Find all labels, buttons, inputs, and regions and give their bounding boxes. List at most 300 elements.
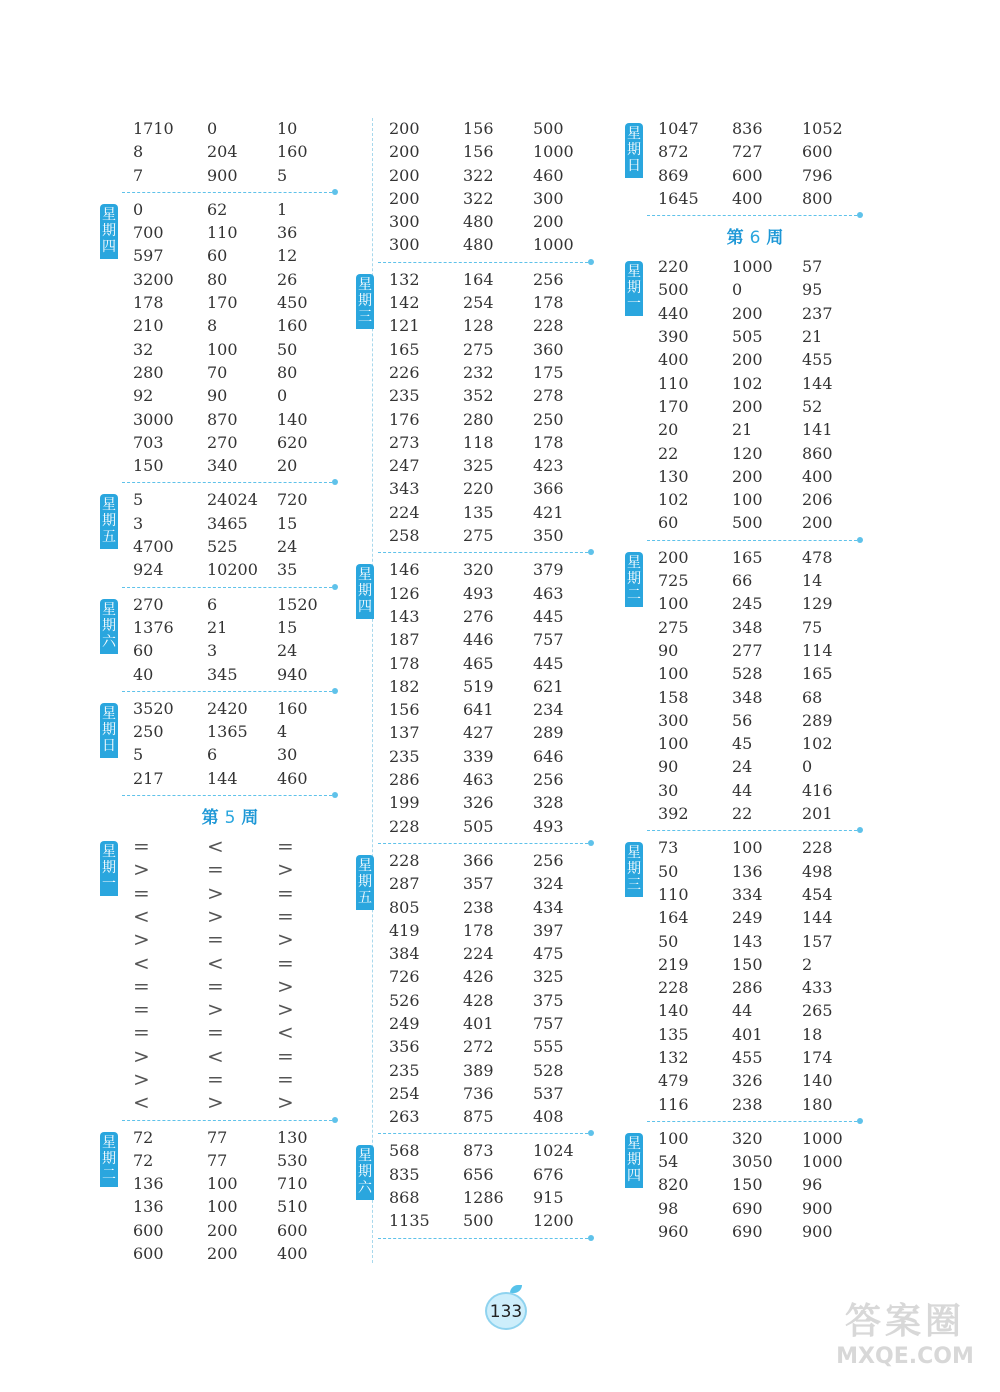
- answer-cell: 100: [732, 490, 763, 510]
- answer-row: [133, 952, 340, 975]
- answer-row: [658, 511, 865, 534]
- day-tab: 星 期 一: [100, 841, 118, 896]
- day-section: [100, 835, 340, 1115]
- answer-cell: 156: [389, 700, 420, 720]
- answer-cell: 1710: [133, 119, 174, 138]
- answer-row: [133, 431, 340, 454]
- answer-cell: 389: [463, 1060, 494, 1080]
- answer-row: [658, 325, 865, 348]
- answer-cell: 322: [463, 165, 494, 185]
- answer-cell: 228: [533, 316, 564, 336]
- answer-cell: 1135: [389, 1211, 430, 1231]
- answer-row: [658, 465, 865, 488]
- answer-cell: 200: [658, 547, 689, 567]
- answer-row: [389, 768, 596, 791]
- answer-cell: 505: [732, 327, 763, 347]
- day-section: [625, 255, 865, 535]
- answer-cell: 228: [389, 816, 420, 836]
- answer-cell: 1376: [133, 617, 174, 637]
- week-heading-prefix: 第: [726, 228, 744, 249]
- answer-cell: 493: [533, 816, 564, 836]
- answer-row: [658, 164, 865, 187]
- answer-row: [133, 314, 340, 337]
- answer-cell: 144: [802, 908, 833, 928]
- answer-row: [658, 1197, 865, 1220]
- answer-cell: 455: [732, 1047, 763, 1067]
- answer-cell: 400: [802, 466, 833, 486]
- answer-cell: 434: [533, 897, 564, 917]
- answer-cell: 4: [277, 722, 288, 742]
- answer-cell: 275: [658, 617, 689, 637]
- answer-cell: 56: [732, 710, 753, 730]
- day-tab: 星 期 一: [625, 261, 643, 316]
- answer-cell: 1200: [533, 1211, 574, 1231]
- day-section: [625, 836, 865, 1116]
- day-tab: 星 期 五: [356, 855, 374, 910]
- day-section: [100, 117, 340, 187]
- answer-cell: 366: [533, 479, 564, 499]
- answer-cell: 1047: [658, 119, 699, 138]
- answer-cell: 150: [732, 1175, 763, 1195]
- watermark-url: MXQE.COM: [836, 1344, 974, 1369]
- answer-cell: 757: [533, 1013, 564, 1033]
- answer-cell: >: [133, 927, 150, 952]
- answer-row: [658, 860, 865, 883]
- answer-cell: =: [133, 997, 150, 1022]
- answer-cell: 479: [658, 1071, 689, 1091]
- answer-row: [658, 639, 865, 662]
- answer-cell: 254: [389, 1083, 420, 1103]
- week-heading: [100, 801, 340, 835]
- answer-cell: 1052: [802, 119, 843, 138]
- answer-cell: 475: [533, 944, 564, 964]
- answer-row: [133, 905, 340, 928]
- day-tab: 星 期 日: [625, 123, 643, 178]
- answer-cell: 60: [658, 513, 679, 533]
- answer-cell: 21: [207, 617, 228, 637]
- day-tab: 星 期 日: [100, 703, 118, 758]
- day-tab: 星 期 六: [356, 1145, 374, 1200]
- answer-cell: 140: [658, 1001, 689, 1021]
- answer-cell: 900: [802, 1222, 833, 1242]
- answer-cell: 220: [658, 257, 689, 277]
- answer-cell: 52: [802, 396, 823, 416]
- answer-row: [389, 501, 596, 524]
- answer-cell: 247: [389, 456, 420, 476]
- answer-cell: 24: [277, 641, 298, 661]
- answer-cell: 1000: [732, 257, 773, 277]
- answer-cell: 176: [389, 409, 420, 429]
- answer-row: [658, 732, 865, 755]
- answer-cell: 238: [732, 1094, 763, 1114]
- answer-row: [389, 117, 596, 140]
- answer-cell: 460: [277, 768, 308, 788]
- answer-row: [389, 268, 596, 291]
- answer-cell: 0: [802, 757, 813, 777]
- answer-row: [658, 592, 865, 615]
- answer-cell: 379: [533, 560, 564, 580]
- answer-cell: 0: [207, 119, 218, 138]
- answer-cell: <: [207, 1043, 224, 1068]
- answer-cell: 8: [133, 142, 144, 162]
- answer-cell: 480: [463, 212, 494, 232]
- answer-cell: 445: [533, 606, 564, 626]
- answer-cell: 1000: [533, 235, 574, 255]
- answer-row: [658, 755, 865, 778]
- answer-row: [133, 244, 340, 267]
- answer-cell: 500: [533, 119, 564, 138]
- answer-cell: 102: [802, 734, 833, 754]
- answer-row: [133, 975, 340, 998]
- answer-cell: 254: [463, 293, 494, 313]
- answer-cell: 5: [133, 745, 144, 765]
- answer-cell: 156: [463, 119, 494, 138]
- answer-cell: 22: [658, 443, 679, 463]
- day-section: [625, 546, 865, 826]
- answer-cell: 256: [533, 770, 564, 790]
- answer-cell: 530: [277, 1150, 308, 1170]
- answer-row: [658, 906, 865, 929]
- answer-row: [658, 117, 865, 140]
- answer-row: [133, 616, 340, 639]
- answer-cell: 400: [732, 188, 763, 208]
- answer-cell: 200: [389, 142, 420, 162]
- answer-cell: 14: [802, 571, 823, 591]
- answer-cell: 300: [389, 235, 420, 255]
- answer-cell: 210: [133, 316, 164, 336]
- answer-cell: 164: [658, 908, 689, 928]
- week-heading-num: 5: [224, 808, 236, 829]
- week-heading-prefix: 第: [201, 808, 219, 829]
- answer-cell: 60: [207, 246, 228, 266]
- answer-cell: 130: [658, 466, 689, 486]
- answer-row: [658, 1023, 865, 1046]
- answer-row: [658, 709, 865, 732]
- day-tab: 星 期 二: [100, 1132, 118, 1187]
- answer-cell: 960: [658, 1222, 689, 1242]
- answer-cell: 900: [207, 165, 238, 185]
- answer-cell: 21: [732, 420, 753, 440]
- answer-cell: 656: [463, 1164, 494, 1184]
- answer-row: [133, 1242, 340, 1265]
- answer-cell: 7: [133, 165, 144, 185]
- answer-cell: >: [207, 997, 224, 1022]
- answer-cell: =: [207, 927, 224, 952]
- answer-cell: 3200: [133, 269, 174, 289]
- answer-row: [389, 628, 596, 651]
- answer-cell: 30: [658, 780, 679, 800]
- answer-cell: 95: [802, 280, 823, 300]
- answer-cell: 100: [658, 1128, 689, 1148]
- week-heading: [625, 221, 865, 255]
- answer-row: [389, 140, 596, 163]
- answer-cell: 537: [533, 1083, 564, 1103]
- answer-cell: 10: [277, 119, 298, 138]
- answer-cell: 526: [389, 990, 420, 1010]
- section-divider: [647, 540, 857, 541]
- answer-cell: 144: [802, 373, 833, 393]
- answer-cell: 915: [533, 1188, 564, 1208]
- answer-row: [389, 896, 596, 919]
- answer-cell: 150: [133, 456, 164, 476]
- answer-cell: 110: [207, 223, 238, 243]
- answer-cell: 500: [658, 280, 689, 300]
- answer-row: [133, 164, 340, 187]
- answer-cell: >: [277, 973, 294, 998]
- answer-cell: 200: [389, 165, 420, 185]
- answer-cell: 286: [732, 978, 763, 998]
- answer-cell: 375: [533, 990, 564, 1010]
- answer-cell: 15: [277, 617, 298, 637]
- answer-cell: 339: [463, 746, 494, 766]
- answer-row: [133, 361, 340, 384]
- day-tab: 星 期 四: [625, 1133, 643, 1188]
- answer-row: [133, 1149, 340, 1172]
- answer-cell: 129: [802, 594, 833, 614]
- answer-cell: 300: [533, 188, 564, 208]
- answer-row: [658, 278, 865, 301]
- answer-cell: 235: [389, 386, 420, 406]
- answer-row: [658, 930, 865, 953]
- answer-cell: 326: [463, 793, 494, 813]
- answer-row: [389, 989, 596, 1012]
- answer-row: [389, 1209, 596, 1232]
- answer-cell: 24: [277, 537, 298, 557]
- answer-cell: 860: [802, 443, 833, 463]
- answer-cell: 100: [207, 1174, 238, 1194]
- answer-cell: 433: [802, 978, 833, 998]
- answer-cell: 10200: [207, 560, 258, 580]
- answer-cell: 150: [732, 954, 763, 974]
- answer-row: [133, 384, 340, 407]
- answer-row: [133, 117, 340, 140]
- answer-cell: 226: [389, 362, 420, 382]
- answer-cell: 340: [207, 456, 238, 476]
- answer-cell: <: [207, 834, 224, 859]
- day-section: [625, 117, 865, 210]
- answer-row: [389, 477, 596, 500]
- answer-cell: 62: [207, 199, 228, 219]
- answer-cell: 250: [533, 409, 564, 429]
- answer-cell: 1645: [658, 188, 699, 208]
- answer-cell: 92: [133, 386, 154, 406]
- answer-cell: 0: [277, 386, 288, 406]
- answer-cell: 175: [533, 362, 564, 382]
- answer-cell: 350: [533, 526, 564, 546]
- answer-cell: 100: [658, 594, 689, 614]
- answer-cell: 178: [463, 920, 494, 940]
- answer-cell: 100: [732, 838, 763, 858]
- answer-row: [658, 883, 865, 906]
- answer-cell: 505: [463, 816, 494, 836]
- answer-cell: =: [277, 950, 294, 975]
- answer-row: [389, 291, 596, 314]
- answer-row: [389, 815, 596, 838]
- answer-row: [389, 872, 596, 895]
- answer-row: [133, 512, 340, 535]
- answer-cell: 116: [658, 1094, 689, 1114]
- answer-cell: 510: [277, 1197, 308, 1217]
- answer-cell: 289: [533, 723, 564, 743]
- day-section: [100, 593, 340, 686]
- answer-cell: 156: [463, 142, 494, 162]
- answer-row: [389, 187, 596, 210]
- answer-cell: 180: [802, 1094, 833, 1114]
- answer-cell: 384: [389, 944, 420, 964]
- day-section: [100, 1126, 340, 1266]
- answer-row: [133, 221, 340, 244]
- answer-cell: 100: [658, 664, 689, 684]
- answer-cell: >: [133, 857, 150, 882]
- answer-cell: >: [207, 903, 224, 928]
- answer-cell: 568: [389, 1141, 420, 1161]
- answer-row: [389, 164, 596, 187]
- day-tab: 星 期 三: [356, 274, 374, 329]
- answer-cell: 136: [133, 1174, 164, 1194]
- answer-cell: 392: [658, 804, 689, 824]
- answer-cell: 120: [732, 443, 763, 463]
- answer-cell: 98: [658, 1198, 679, 1218]
- answer-cell: 232: [463, 362, 494, 382]
- section-divider: [378, 1238, 588, 1239]
- answer-cell: =: [277, 903, 294, 928]
- answer-cell: 324: [533, 874, 564, 894]
- answer-cell: 270: [133, 594, 164, 614]
- day-section: [100, 198, 340, 478]
- answer-cell: 35: [277, 560, 298, 580]
- answer-cell: 320: [463, 560, 494, 580]
- answer-cell: >: [133, 1066, 150, 1091]
- answer-column-2: [356, 117, 596, 1244]
- answer-cell: 300: [389, 212, 420, 232]
- answer-cell: 0: [732, 280, 743, 300]
- answer-row: [389, 1139, 596, 1162]
- week-heading-num: 6: [749, 228, 761, 249]
- answer-cell: 220: [463, 479, 494, 499]
- answer-cell: 77: [207, 1150, 228, 1170]
- section-divider: [122, 691, 332, 692]
- answer-row: [133, 998, 340, 1021]
- answer-row: [389, 721, 596, 744]
- answer-cell: 24024: [207, 490, 258, 510]
- day-section: [356, 849, 596, 1129]
- answer-cell: 21: [802, 327, 823, 347]
- answer-cell: 110: [658, 373, 689, 393]
- answer-cell: 80: [277, 362, 298, 382]
- answer-cell: 408: [533, 1107, 564, 1127]
- answer-cell: 600: [802, 142, 833, 162]
- answer-cell: 478: [802, 547, 833, 567]
- answer-row: [389, 1012, 596, 1035]
- answer-row: [658, 686, 865, 709]
- answer-row: [133, 1021, 340, 1044]
- answer-cell: 100: [207, 339, 238, 359]
- answer-row: [658, 779, 865, 802]
- answer-cell: 143: [732, 931, 763, 951]
- answer-cell: 3000: [133, 409, 174, 429]
- answer-cell: 416: [802, 780, 833, 800]
- answer-cell: 525: [207, 537, 238, 557]
- answer-row: [658, 802, 865, 825]
- answer-cell: 325: [533, 967, 564, 987]
- answer-cell: =: [133, 834, 150, 859]
- answer-cell: 36: [277, 223, 298, 243]
- answer-cell: 427: [463, 723, 494, 743]
- answer-row: [389, 1082, 596, 1105]
- answer-cell: 1286: [463, 1188, 504, 1208]
- answer-cell: 206: [802, 490, 833, 510]
- answer-cell: 5: [133, 490, 144, 510]
- answer-cell: 200: [207, 1220, 238, 1240]
- answer-row: [389, 361, 596, 384]
- answer-row: [658, 1069, 865, 1092]
- answer-cell: 450: [277, 293, 308, 313]
- answer-cell: 270: [207, 432, 238, 452]
- answer-cell: 300: [658, 710, 689, 730]
- answer-row: [133, 882, 340, 905]
- answer-cell: 238: [463, 897, 494, 917]
- answer-cell: =: [133, 880, 150, 905]
- answer-cell: 250: [133, 722, 164, 742]
- answer-row: [133, 663, 340, 686]
- answer-cell: 235: [389, 746, 420, 766]
- answer-cell: 924: [133, 560, 164, 580]
- answer-cell: 366: [463, 850, 494, 870]
- answer-cell: 348: [732, 617, 763, 637]
- answer-cell: 455: [802, 350, 833, 370]
- answer-cell: 646: [533, 746, 564, 766]
- answer-cell: 182: [389, 676, 420, 696]
- answer-cell: 146: [389, 560, 420, 580]
- answer-cell: 141: [802, 420, 833, 440]
- answer-cell: 900: [802, 1198, 833, 1218]
- answer-cell: 73: [658, 838, 679, 858]
- answer-cell: 50: [658, 861, 679, 881]
- answer-cell: 128: [463, 316, 494, 336]
- answer-row: [133, 1126, 340, 1149]
- answer-cell: 322: [463, 188, 494, 208]
- day-section: [356, 558, 596, 838]
- section-divider: [647, 215, 857, 216]
- section-divider: [647, 830, 857, 831]
- answer-cell: 725: [658, 571, 689, 591]
- answer-cell: =: [207, 973, 224, 998]
- answer-cell: 463: [463, 770, 494, 790]
- answer-cell: 493: [463, 583, 494, 603]
- section-divider: [122, 1120, 332, 1121]
- answer-cell: 68: [802, 687, 823, 707]
- answer-cell: =: [277, 1043, 294, 1068]
- answer-row: [389, 524, 596, 547]
- answer-cell: 528: [732, 664, 763, 684]
- answer-cell: 90: [207, 386, 228, 406]
- answer-row: [389, 384, 596, 407]
- answer-cell: 463: [533, 583, 564, 603]
- answer-cell: 356: [389, 1037, 420, 1057]
- answer-cell: 836: [732, 119, 763, 138]
- answer-row: [658, 418, 865, 441]
- answer-cell: 280: [133, 362, 164, 382]
- answer-cell: <: [133, 1090, 150, 1115]
- answer-cell: 276: [463, 606, 494, 626]
- day-section: [356, 117, 596, 257]
- answer-cell: 357: [463, 874, 494, 894]
- answer-row: [133, 454, 340, 477]
- answer-cell: 872: [658, 142, 689, 162]
- answer-cell: 401: [732, 1024, 763, 1044]
- answer-cell: 1000: [802, 1128, 843, 1148]
- answer-row: [133, 408, 340, 431]
